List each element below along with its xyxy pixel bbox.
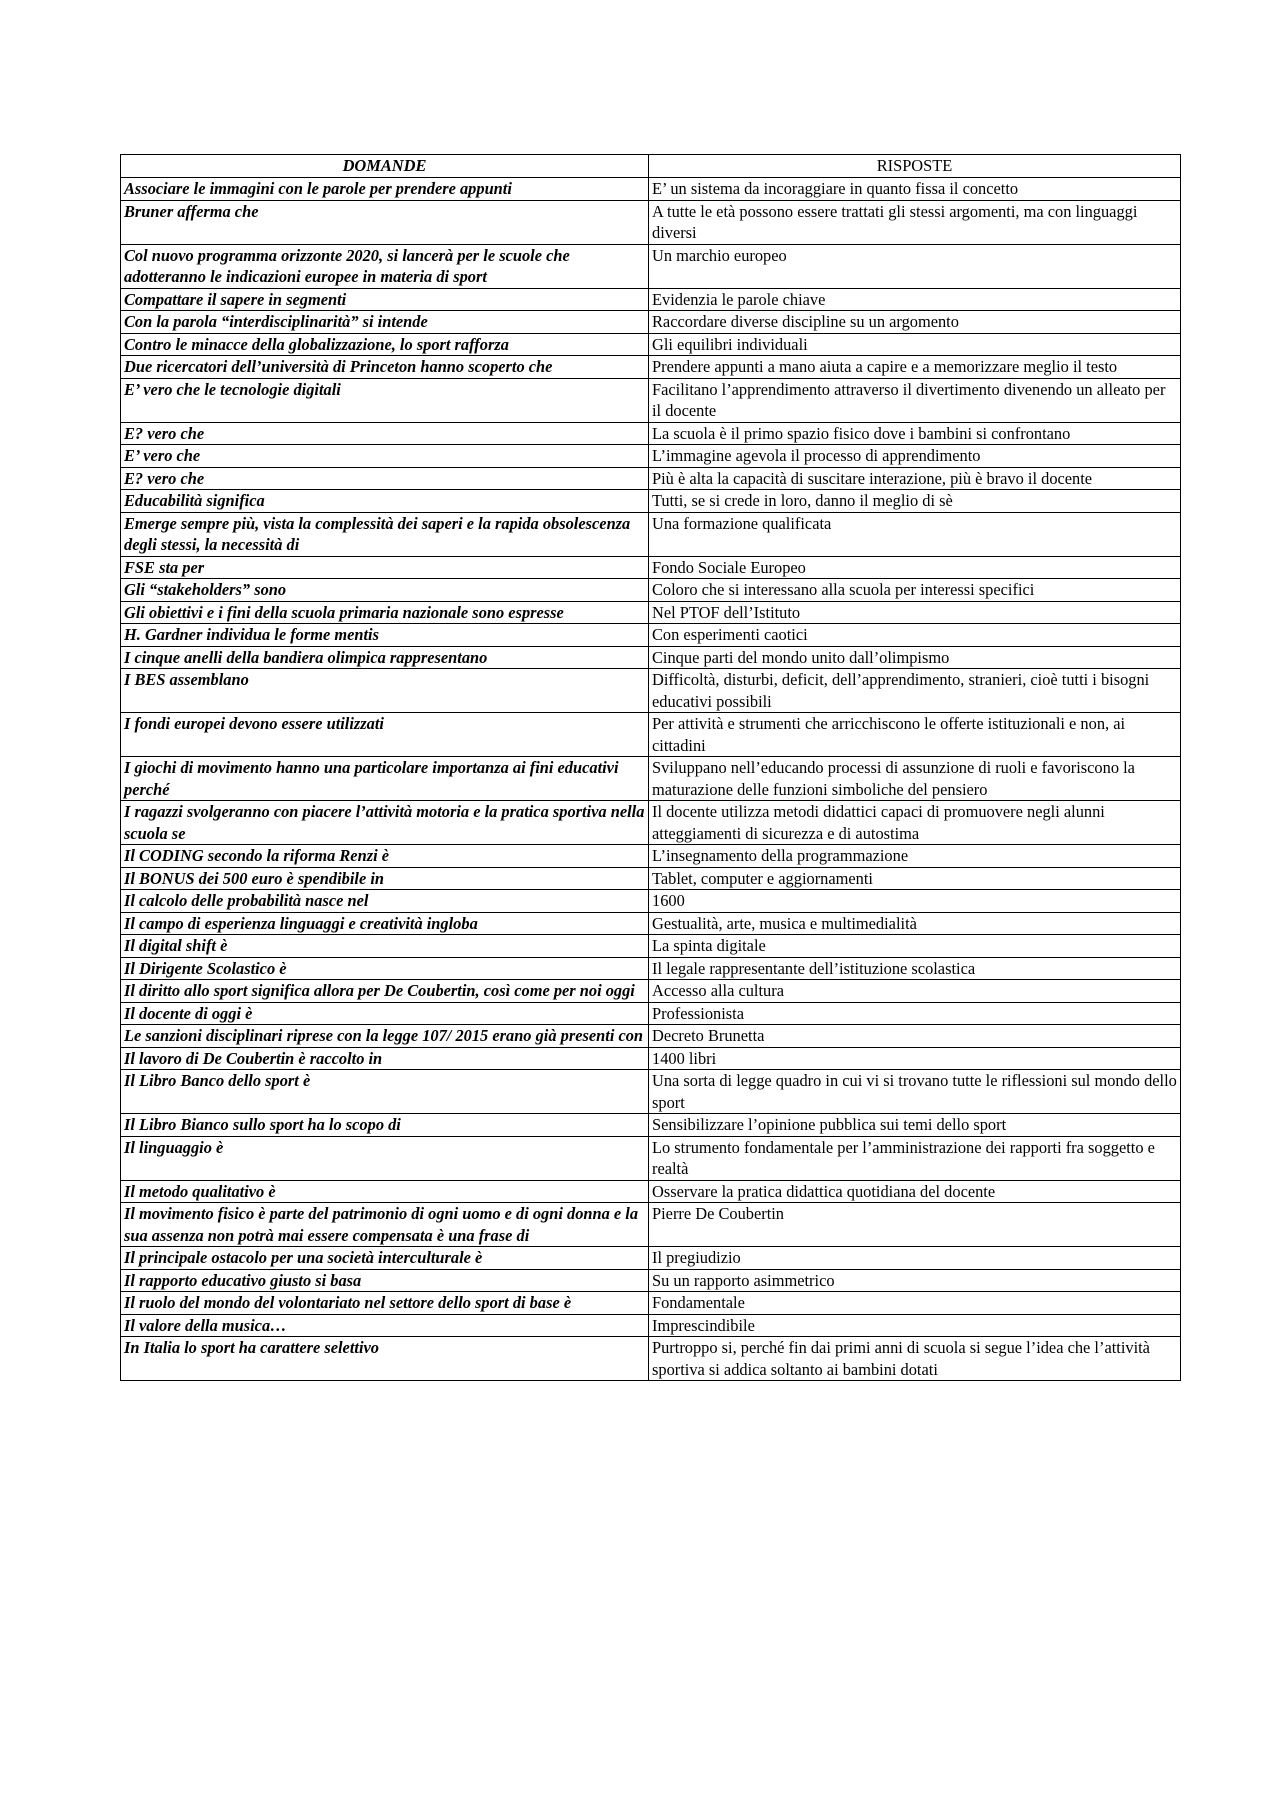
table-row [121,1269,1181,1292]
question-cell: I fondi europei devono essere utilizzati [121,713,649,757]
question-cell: I BES assemblano [121,669,649,713]
table-row [121,890,1181,913]
table-row [121,490,1181,513]
question-cell: Il rapporto educativo giusto si basa [121,1269,649,1292]
answer-cell: Gli equilibri individuali [649,333,1181,356]
question-cell: Il valore della musica… [121,1314,649,1337]
answer-cell: Lo strumento fondamentale per l’amministrazione dei rapporti fra soggetto e realtà [649,1136,1181,1180]
table-row [121,244,1181,288]
question-cell: Il docente di oggi è [121,1002,649,1025]
table-row [121,1047,1181,1070]
table-row [121,1203,1181,1247]
table-body [121,178,1181,1381]
answer-cell: L’immagine agevola il processo di apprendimento [649,445,1181,468]
answer-cell: Una sorta di legge quadro in cui vi si trovano tutte le riflessioni sul mondo dello sport [649,1070,1181,1114]
question-cell: Con la parola “interdisciplinarità” si intende [121,311,649,334]
question-cell: Il ruolo del mondo del volontariato nel settore dello sport di base è [121,1292,649,1315]
answer-cell: Nel PTOF dell’Istituto [649,601,1181,624]
table-row [121,1025,1181,1048]
answer-cell: Su un rapporto asimmetrico [649,1269,1181,1292]
table-row [121,1337,1181,1381]
answer-cell: Difficoltà, disturbi, deficit, dell’apprendimento, stranieri, cioè tutti i bisogni educativi possibili [649,669,1181,713]
table-row [121,1247,1181,1270]
answer-cell: E’ un sistema da incoraggiare in quanto fissa il concetto [649,178,1181,201]
question-cell: Il metodo qualitativo è [121,1180,649,1203]
answer-cell: Fondamentale [649,1292,1181,1315]
answer-cell: Facilitano l’apprendimento attraverso il divertimento divenendo un alleato per il docente [649,378,1181,422]
table-row [121,912,1181,935]
table-header-row [121,155,1181,178]
question-cell: Il CODING secondo la riforma Renzi è [121,845,649,868]
answer-cell: Pierre De Coubertin [649,1203,1181,1247]
table-row [121,980,1181,1003]
qa-table [120,154,1181,1381]
question-cell: I cinque anelli della bandiera olimpica rappresentano [121,646,649,669]
table-row [121,1114,1181,1137]
question-cell: E? vero che [121,467,649,490]
table-row [121,200,1181,244]
question-cell: H. Gardner individua le forme mentis [121,624,649,647]
answer-cell: Tablet, computer e aggiornamenti [649,867,1181,890]
question-cell: Il Dirigente Scolastico è [121,957,649,980]
question-cell: Contro le minacce della globalizzazione, lo sport rafforza [121,333,649,356]
question-cell: Il movimento fisico è parte del patrimonio di ogni uomo e di ogni donna e la sua assenza non potrà mai essere compensata è una frase di [121,1203,649,1247]
header-questions: DOMANDE [121,155,649,178]
answer-cell: Più è alta la capacità di suscitare interazione, più è bravo il docente [649,467,1181,490]
question-cell: Gli “stakeholders” sono [121,579,649,602]
question-cell: Il calcolo delle probabilità nasce nel [121,890,649,913]
answer-cell: Professionista [649,1002,1181,1025]
table-row [121,1314,1181,1337]
question-cell: Gli obiettivi e i fini della scuola primaria nazionale sono espresse [121,601,649,624]
question-cell: Il diritto allo sport significa allora per De Coubertin, così come per noi oggi [121,980,649,1003]
question-cell: Due ricercatori dell’università di Princeton hanno scoperto che [121,356,649,379]
question-cell: Il linguaggio è [121,1136,649,1180]
table-row [121,1136,1181,1180]
question-cell: Il campo di esperienza linguaggi e creatività ingloba [121,912,649,935]
table-row [121,579,1181,602]
question-cell: E? vero che [121,422,649,445]
answer-cell: Coloro che si interessano alla scuola per interessi specifici [649,579,1181,602]
table-row [121,801,1181,845]
table-row [121,713,1181,757]
question-cell: Col nuovo programma orizzonte 2020, si lancerà per le scuole che adotteranno le indicazioni europee in materia di sport [121,244,649,288]
question-cell: Le sanzioni disciplinari riprese con la legge 107/ 2015 erano già presenti con [121,1025,649,1048]
question-cell: Il BONUS dei 500 euro è spendibile in [121,867,649,890]
table-row [121,1070,1181,1114]
question-cell: I ragazzi svolgeranno con piacere l’attività motoria e la pratica sportiva nella scuola se [121,801,649,845]
question-cell: Il Libro Banco dello sport è [121,1070,649,1114]
table-row [121,1002,1181,1025]
table-row [121,556,1181,579]
question-cell: E’ vero che [121,445,649,468]
answer-cell: Sensibilizzare l’opinione pubblica sui temi dello sport [649,1114,1181,1137]
question-cell: Compattare il sapere in segmenti [121,288,649,311]
table-row [121,601,1181,624]
table-row [121,356,1181,379]
table-row [121,867,1181,890]
question-cell: Emerge sempre più, vista la complessità dei saperi e la rapida obsolescenza degli stessi, la necessità di [121,512,649,556]
question-cell: Il Libro Bianco sullo sport ha lo scopo di [121,1114,649,1137]
answer-cell: La spinta digitale [649,935,1181,958]
table-row [121,1292,1181,1315]
table-row [121,467,1181,490]
answer-cell: Evidenzia le parole chiave [649,288,1181,311]
table-row [121,288,1181,311]
answer-cell: 1600 [649,890,1181,913]
table-row [121,757,1181,801]
question-cell: Associare le immagini con le parole per prendere appunti [121,178,649,201]
header-answers: RISPOSTE [649,155,1181,178]
answer-cell: Con esperimenti caotici [649,624,1181,647]
table-row [121,445,1181,468]
question-cell: Educabilità significa [121,490,649,513]
answer-cell: Gestualità, arte, musica e multimedialità [649,912,1181,935]
answer-cell: Decreto Brunetta [649,1025,1181,1048]
question-cell: FSE sta per [121,556,649,579]
answer-cell: Il legale rappresentante dell’istituzione scolastica [649,957,1181,980]
table-row [121,935,1181,958]
table-row [121,311,1181,334]
answer-cell: A tutte le età possono essere trattati gli stessi argomenti, ma con linguaggi diversi [649,200,1181,244]
answer-cell: Imprescindibile [649,1314,1181,1337]
table-row [121,624,1181,647]
question-cell: I giochi di movimento hanno una particolare importanza ai fini educativi perché [121,757,649,801]
answer-cell: Cinque parti del mondo unito dall’olimpismo [649,646,1181,669]
answer-cell: Prendere appunti a mano aiuta a capire e a memorizzare meglio il testo [649,356,1181,379]
question-cell: E’ vero che le tecnologie digitali [121,378,649,422]
table-row [121,422,1181,445]
answer-cell: 1400 libri [649,1047,1181,1070]
question-cell: Bruner afferma che [121,200,649,244]
table-row [121,646,1181,669]
answer-cell: Fondo Sociale Europeo [649,556,1181,579]
answer-cell: Una formazione qualificata [649,512,1181,556]
question-cell: Il principale ostacolo per una società interculturale è [121,1247,649,1270]
answer-cell: Raccordare diverse discipline su un argomento [649,311,1181,334]
answer-cell: Osservare la pratica didattica quotidiana del docente [649,1180,1181,1203]
answer-cell: Il pregiudizio [649,1247,1181,1270]
answer-cell: Il docente utilizza metodi didattici capaci di promuovere negli alunni atteggiamenti di sicurezza e di autostima [649,801,1181,845]
answer-cell: Un marchio europeo [649,244,1181,288]
table-row [121,378,1181,422]
answer-cell: Accesso alla cultura [649,980,1181,1003]
answer-cell: Sviluppano nell’educando processi di assunzione di ruoli e favoriscono la maturazione delle funzioni simboliche del pensiero [649,757,1181,801]
table-row [121,512,1181,556]
answer-cell: Per attività e strumenti che arricchiscono le offerte istituzionali e non, ai cittadini [649,713,1181,757]
answer-cell: Tutti, se si crede in loro, danno il meglio di sè [649,490,1181,513]
question-cell: Il digital shift è [121,935,649,958]
answer-cell: La scuola è il primo spazio fisico dove i bambini si confrontano [649,422,1181,445]
table-row [121,1180,1181,1203]
answer-cell: L’insegnamento della programmazione [649,845,1181,868]
table-row [121,845,1181,868]
question-cell: Il lavoro di De Coubertin è raccolto in [121,1047,649,1070]
table-row [121,957,1181,980]
answer-cell: Purtroppo si, perché fin dai primi anni di scuola si segue l’idea che l’attività sportiva si addica soltanto ai bambini dotati [649,1337,1181,1381]
table-row [121,178,1181,201]
question-cell: In Italia lo sport ha carattere selettivo [121,1337,649,1381]
table-row [121,669,1181,713]
table-row [121,333,1181,356]
